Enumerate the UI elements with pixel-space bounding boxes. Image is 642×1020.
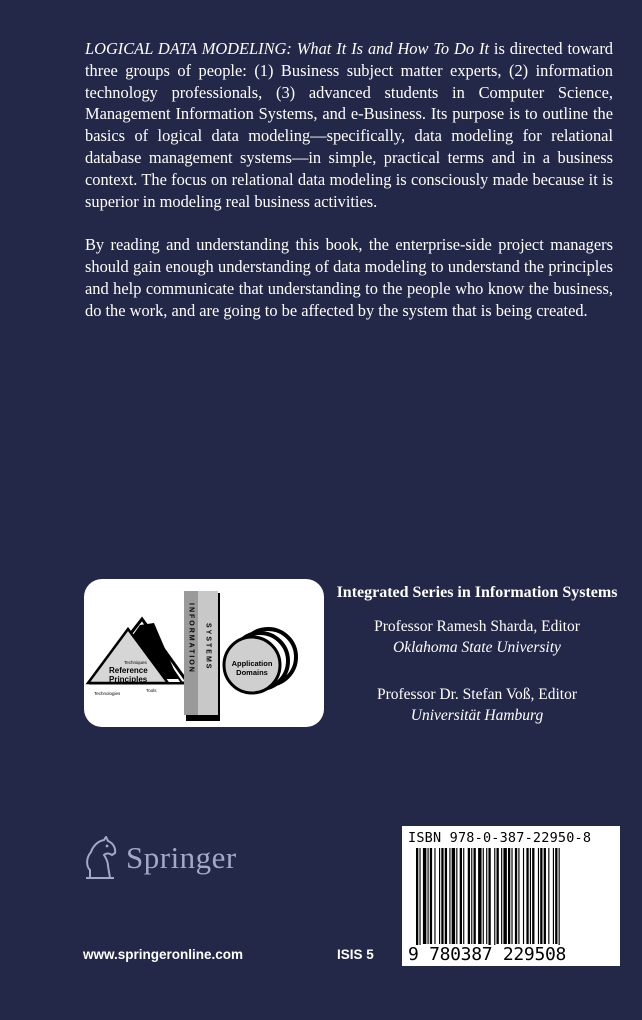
back-cover-blurb — [85, 38, 613, 344]
logo-reference-label: Reference — [109, 666, 148, 675]
publisher-url: www.springeronline.com — [83, 947, 244, 962]
series-logo — [84, 579, 324, 727]
barcode-bar — [456, 848, 457, 944]
barcode-bar — [419, 848, 420, 952]
series-editor-2: Professor Dr. Stefan Voß, Editor — [376, 686, 578, 703]
barcode-bar — [548, 848, 549, 944]
logo-systems-label: SYSTEMS — [204, 623, 212, 671]
barcode-bar — [445, 848, 447, 944]
logo-techniques-label: Techniques — [124, 660, 147, 665]
series-editor-1: Professor Ramesh Sharda, Editor — [374, 618, 580, 635]
barcode-bar — [463, 848, 464, 944]
barcode-bar — [503, 848, 506, 944]
logo-application-label: Application — [231, 659, 273, 668]
series-affiliation-2: Universität Hamburg — [410, 707, 544, 724]
springer-horse-icon — [82, 836, 118, 880]
logo-domains-label: Domains — [236, 668, 268, 677]
barcode-bar — [544, 848, 546, 944]
springer-wordmark: Springer — [126, 840, 237, 875]
barcode-bar — [478, 848, 481, 944]
barcode-bar — [468, 848, 470, 944]
barcode-bar — [555, 848, 557, 944]
barcode-bar — [553, 848, 554, 944]
barcode-bar — [434, 848, 435, 944]
logo-information-label: INFORMATION — [187, 603, 195, 674]
barcode-bar — [515, 848, 517, 944]
blurb-paragraph-1 — [85, 38, 613, 212]
springer-logo — [82, 833, 237, 883]
barcode-bar — [416, 848, 418, 952]
isbn-barcode — [402, 826, 620, 966]
barcode-bar — [526, 848, 528, 944]
barcode-bar — [511, 848, 512, 944]
barcode-bar — [518, 848, 519, 944]
series-affiliation-1: Oklahoma State University — [393, 639, 561, 656]
series-logo-graphic — [84, 579, 324, 727]
logo-principles-label: Principles — [109, 675, 148, 684]
barcode-bar — [439, 848, 440, 944]
series-title: Integrated Series in Information Systems — [336, 584, 618, 601]
series-code: ISIS 5 — [337, 947, 374, 962]
barcode-bar — [488, 848, 490, 952]
logo-tools-label: Tools — [146, 688, 157, 693]
barcode-digits: 9 780387 229508 — [408, 944, 567, 965]
barcode-bar — [449, 848, 450, 944]
barcode-bar — [483, 848, 484, 944]
book-title: LOGICAL DATA MODELING: What It Is and How To Do It — [85, 39, 490, 58]
isbn-text: ISBN 978-0-387-22950-8 — [408, 830, 592, 846]
barcode-bar — [497, 848, 499, 944]
barcode-bar — [508, 848, 510, 944]
barcode-bar — [494, 848, 495, 952]
barcode-bar — [430, 848, 432, 944]
barcode-bar — [559, 848, 560, 952]
barcode-bar — [540, 848, 542, 944]
barcode-bar — [474, 848, 476, 944]
barcode-bar — [423, 848, 426, 944]
barcode-bar — [523, 848, 524, 944]
barcode-bar — [471, 848, 472, 944]
barcode-bar — [530, 848, 531, 944]
barcode-bar — [452, 848, 455, 944]
logo-technologies-label: Technologies — [94, 691, 121, 696]
barcode-bar — [538, 848, 539, 944]
barcode-bar — [532, 848, 534, 944]
barcode-bar — [486, 848, 487, 944]
blurb-paragraph-1-body: is directed toward three groups of people: (1) Business subject matter experts, (2) information technology professionals, (3) advanced students in Computer Science, Management Information Systems, and e-Business. Its purpose is to outline the basics of logical data modeling—specifically, data modeling for relational database management systems—in simple, practical terms and in a business context. The focus on relational data modeling is consciously made because it is superior in modeling real business activities. — [85, 39, 613, 211]
barcode-bar — [460, 848, 462, 944]
blurb-paragraph-2: By reading and understanding this book, the enterprise-side project managers should gain enough understanding of data modeling to understand the principles and help communicate that understanding to the people who know the business, do the work, and are going to be affected by the system that is being created. — [85, 235, 613, 320]
barcode-bar — [501, 848, 502, 944]
barcode-bar — [428, 848, 429, 944]
series-info — [332, 584, 622, 752]
barcode-bar — [441, 848, 443, 944]
